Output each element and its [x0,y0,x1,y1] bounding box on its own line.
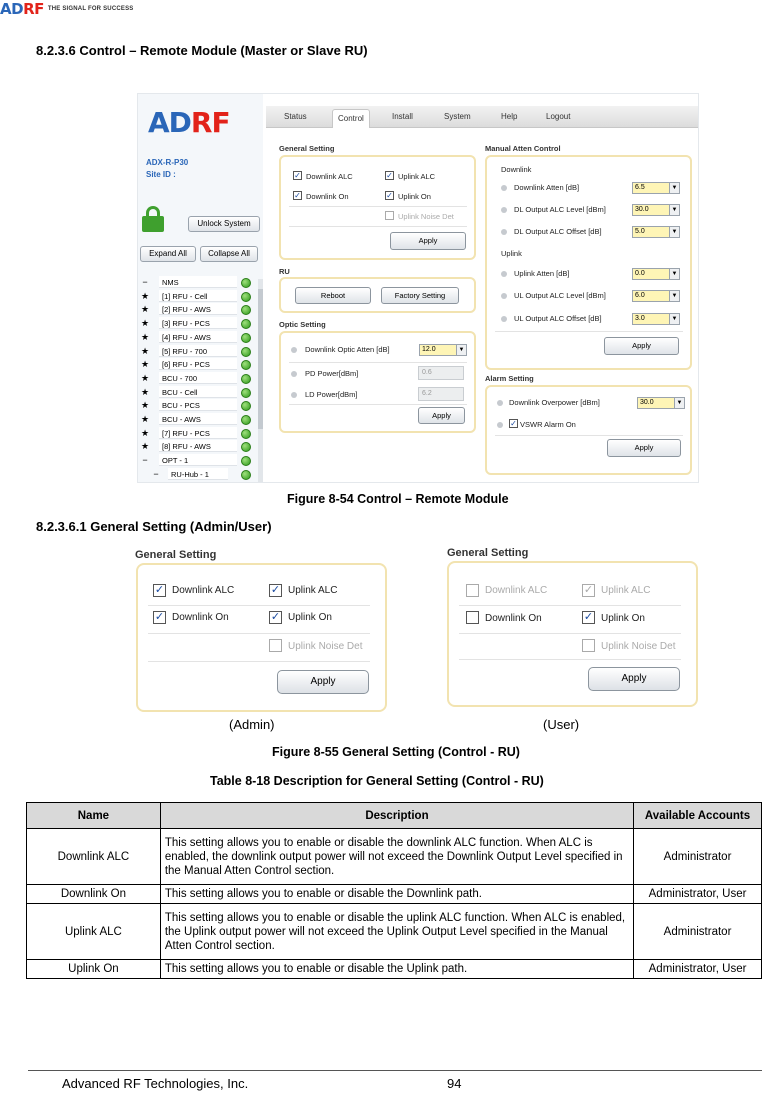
table-cell-description: This setting allows you to enable or disable the Uplink path. [160,960,633,979]
tree-item[interactable]: ★ [4] RFU - AWS [138,331,258,345]
column-header: Name [27,803,161,829]
general-setting-panel [279,155,476,260]
user-uplink-alc-checkbox[interactable]: ✓ [583,584,594,596]
uplink-noise-det-checkbox[interactable] [385,211,394,220]
optic-setting-panel [279,331,476,433]
dl-overpower-select[interactable]: 30.0 ▼ [637,397,685,409]
chevron-down-icon: ▼ [669,183,679,193]
table-header-row [27,803,762,829]
status-led-icon [241,456,251,466]
status-led-icon [241,415,251,425]
tree-item[interactable]: − OPT - 1 [138,454,258,468]
chevron-down-icon: ▼ [669,205,679,215]
admin-uplink-noise-det-label: Uplink Noise Det [288,641,363,652]
optic-apply-button[interactable]: Apply [418,407,465,424]
admin-label: (Admin) [229,717,275,732]
manual-atten-apply-button[interactable]: Apply [604,337,679,355]
dl-atten-label: Downlink Atten [dB] [514,183,580,192]
table-cell-name: Downlink On [27,885,161,904]
chevron-down-icon: ▼ [669,269,679,279]
chevron-down-icon: ▼ [669,227,679,237]
column-header: Description [160,803,633,829]
tree-item[interactable]: ★ BCU - Cell [138,386,258,400]
ul-alc-offset-select[interactable]: 3.0 ▼ [632,313,680,325]
status-led-icon [241,401,251,411]
top-nav [266,106,699,128]
admin-downlink-on-checkbox[interactable]: ✓ [154,611,165,623]
user-general-setting-title: General Setting [447,547,529,559]
user-general-setting-panel [447,561,698,707]
logo-tagline: THE SIGNAL FOR SUCCESS [47,6,134,12]
admin-downlink-on-label: Downlink On [172,612,229,623]
uplink-alc-checkbox[interactable]: ✓ [386,171,393,180]
admin-uplink-on-label: Uplink On [288,612,332,623]
model-name: ADX-R-P30 [146,158,189,167]
downlink-alc-checkbox[interactable]: ✓ [294,171,301,180]
tree-item[interactable]: ★ [8] RFU - AWS [138,440,258,454]
table-cell-description: This setting allows you to enable or disable the downlink ALC function. When ALC is enabled, the downlink output power will not exceed the Downlink Output Level specified in the Manual Atten Control section. [160,829,633,885]
pd-power-label: PD Power[dBm] [305,369,359,378]
table-cell-accounts: Administrator, User [634,885,762,904]
section-heading: 8.2.3.6 Control – Remote Module (Master or Slave RU) [36,43,368,58]
user-uplink-noise-det-checkbox[interactable] [582,639,595,652]
ul-atten-label: Uplink Atten [dB] [514,269,570,278]
tree-item[interactable]: ★ BCU - AWS [138,413,258,427]
alarm-setting-panel [485,385,692,475]
collapse-all-button[interactable]: Collapse All [200,246,258,262]
admin-general-setting-title: General Setting [135,549,217,561]
status-led-icon [241,360,251,370]
status-led-icon [241,429,251,439]
ul-alc-level-select[interactable]: 6.0 ▼ [632,290,680,302]
tree-item[interactable]: ★ [7] RFU - PCS [138,427,258,441]
ul-alc-offset-label: UL Output ALC Offset [dB] [514,314,602,323]
uplink-on-label: Uplink On [398,192,431,201]
vswr-alarm-checkbox[interactable]: ✓ [510,419,517,428]
downlink-alc-label: Downlink ALC [306,172,353,181]
footer-page-number: 94 [447,1076,462,1091]
tree-item[interactable]: − RU-Hub - 1 [138,468,258,482]
uplink-on-checkbox[interactable]: ✓ [386,191,393,200]
status-led-icon [241,442,251,452]
table-row [27,829,762,885]
uplink-group-label: Uplink [501,249,522,258]
dl-alc-level-label: DL Output ALC Level [dBm] [514,205,606,214]
user-downlink-alc-label: Downlink ALC [485,585,548,596]
user-uplink-on-label: Uplink On [601,613,645,624]
tree-item[interactable]: ★ BCU - PCS [138,399,258,413]
admin-downlink-alc-label: Downlink ALC [172,585,235,596]
admin-uplink-alc-checkbox[interactable]: ✓ [270,584,281,596]
table-cell-accounts: Administrator [634,829,762,885]
ru-title: RU [279,267,290,276]
general-apply-button[interactable]: Apply [390,232,466,250]
tab-system[interactable]: System [444,112,471,121]
tab-install[interactable]: Install [392,112,413,121]
admin-uplink-on-checkbox[interactable]: ✓ [270,611,281,623]
status-led-icon [241,278,251,288]
tree-item[interactable]: ★ [5] RFU - 700 [138,345,258,359]
tree-item[interactable]: ★ [6] RFU - PCS [138,358,258,372]
chevron-down-icon: ▼ [669,314,679,324]
user-downlink-on-label: Downlink On [485,613,542,624]
tab-logout[interactable]: Logout [546,112,571,121]
ul-atten-select[interactable]: 0.0 ▼ [632,268,680,280]
table-cell-name: Downlink ALC [27,829,161,885]
tree-item[interactable]: ★ [1] RFU - Cell [138,290,258,304]
user-uplink-on-checkbox[interactable]: ✓ [583,611,594,623]
dl-alc-level-select[interactable]: 30.0 ▼ [632,204,680,216]
expand-all-button[interactable]: Expand All [140,246,196,262]
footer-company: Advanced RF Technologies, Inc. [62,1076,249,1091]
lock-icon[interactable] [142,206,164,232]
status-led-icon [241,347,251,357]
optic-setting-title: Optic Setting [279,320,326,329]
control-remote-module-screenshot [137,93,699,483]
dl-alc-offset-label: DL Output ALC Offset [dB] [514,227,602,236]
general-setting-title: General Setting [279,144,335,153]
figure-54-caption: Figure 8-54 Control – Remote Module [287,492,509,506]
table-row [27,885,762,904]
status-led-icon [241,374,251,384]
device-tree [138,276,258,483]
user-uplink-alc-label: Uplink ALC [601,585,651,596]
tab-help[interactable]: Help [501,112,518,121]
admin-uplink-noise-det-checkbox[interactable] [269,639,282,652]
sidebar [138,94,263,483]
status-led-icon [241,292,251,302]
admin-downlink-alc-checkbox[interactable]: ✓ [154,584,165,596]
footer-divider [28,1070,762,1071]
table-cell-description: This setting allows you to enable or disable the Downlink path. [160,885,633,904]
table-row [27,904,762,960]
dl-overpower-label: Downlink Overpower [dBm] [509,398,600,407]
alarm-apply-button[interactable]: Apply [607,439,681,457]
status-led-icon [241,470,251,480]
dl-atten-select[interactable]: 6.5 ▼ [632,182,680,194]
table-cell-name: Uplink On [27,960,161,979]
alarm-setting-title: Alarm Setting [485,374,534,383]
figure-55-caption: Figure 8-55 General Setting (Control - RU) [272,745,520,759]
ld-power-label: LD Power[dBm] [305,390,358,399]
tree-scrollbar[interactable] [258,279,263,483]
status-led-icon [241,319,251,329]
dl-optic-atten-select[interactable]: 12.0 ▼ [419,344,467,356]
dl-optic-atten-label: Downlink Optic Atten [dB] [305,345,390,354]
status-led-icon [241,333,251,343]
uplink-noise-det-label: Uplink Noise Det [398,212,454,221]
user-downlink-alc-checkbox[interactable] [466,584,479,597]
chevron-down-icon: ▼ [669,291,679,301]
admin-apply-button[interactable]: Apply [277,670,369,694]
manual-atten-title: Manual Atten Control [485,144,561,153]
tree-item[interactable]: ★ [3] RFU - PCS [138,317,258,331]
tab-status[interactable]: Status [284,112,307,121]
user-label: (User) [543,717,580,732]
table-cell-accounts: Administrator, User [634,960,762,979]
admin-general-setting-panel [136,563,387,712]
adrf-logo: ADRF [0,0,44,18]
column-header: Available Accounts [634,803,762,829]
downlink-on-label: Downlink On [306,192,349,201]
tree-item[interactable]: ★ [2] RFU - AWS [138,303,258,317]
tab-control[interactable]: Control [332,109,370,128]
table-caption: Table 8-18 Description for General Setting (Control - RU) [210,774,544,788]
table-cell-accounts: Administrator [634,904,762,960]
pd-power-value: 0.6 [418,366,464,380]
chevron-down-icon: ▼ [456,345,466,355]
ul-alc-level-label: UL Output ALC Level [dBm] [514,291,606,300]
admin-uplink-alc-label: Uplink ALC [288,585,338,596]
status-led-icon [241,305,251,315]
sidebar-logo: ADRF [148,106,230,139]
reboot-button[interactable]: Reboot [295,287,371,304]
dl-alc-offset-select[interactable]: 5.0 ▼ [632,226,680,238]
tree-item[interactable]: − NMS [138,276,258,290]
user-downlink-on-checkbox[interactable] [466,611,479,624]
manual-atten-panel [485,155,692,370]
user-uplink-noise-det-label: Uplink Noise Det [601,641,676,652]
vswr-alarm-label: VSWR Alarm On [520,420,576,429]
downlink-group-label: Downlink [501,165,532,174]
table-cell-name: Uplink ALC [27,904,161,960]
table-cell-description: This setting allows you to enable or disable the uplink ALC function. When ALC is enabled, the Uplink output power will not exceed the Uplink Output Level specified in the Manual Atten Control section. [160,904,633,960]
subsection-heading: 8.2.3.6.1 General Setting (Admin/User) [36,519,272,534]
uplink-alc-label: Uplink ALC [398,172,436,181]
status-led-icon [241,388,251,398]
ld-power-value: 6.2 [418,387,464,401]
header-logo [0,0,134,18]
site-id: Site ID : [146,170,176,179]
factory-setting-button[interactable]: Factory Setting [381,287,459,304]
unlock-system-button[interactable]: Unlock System [188,216,260,232]
general-setting-table [26,802,762,979]
tree-item[interactable]: ★ BCU - 700 [138,372,258,386]
ru-panel [279,277,476,313]
user-apply-button[interactable]: Apply [588,667,680,691]
table-row [27,960,762,979]
chevron-down-icon: ▼ [674,398,684,408]
downlink-on-checkbox[interactable]: ✓ [294,191,301,200]
